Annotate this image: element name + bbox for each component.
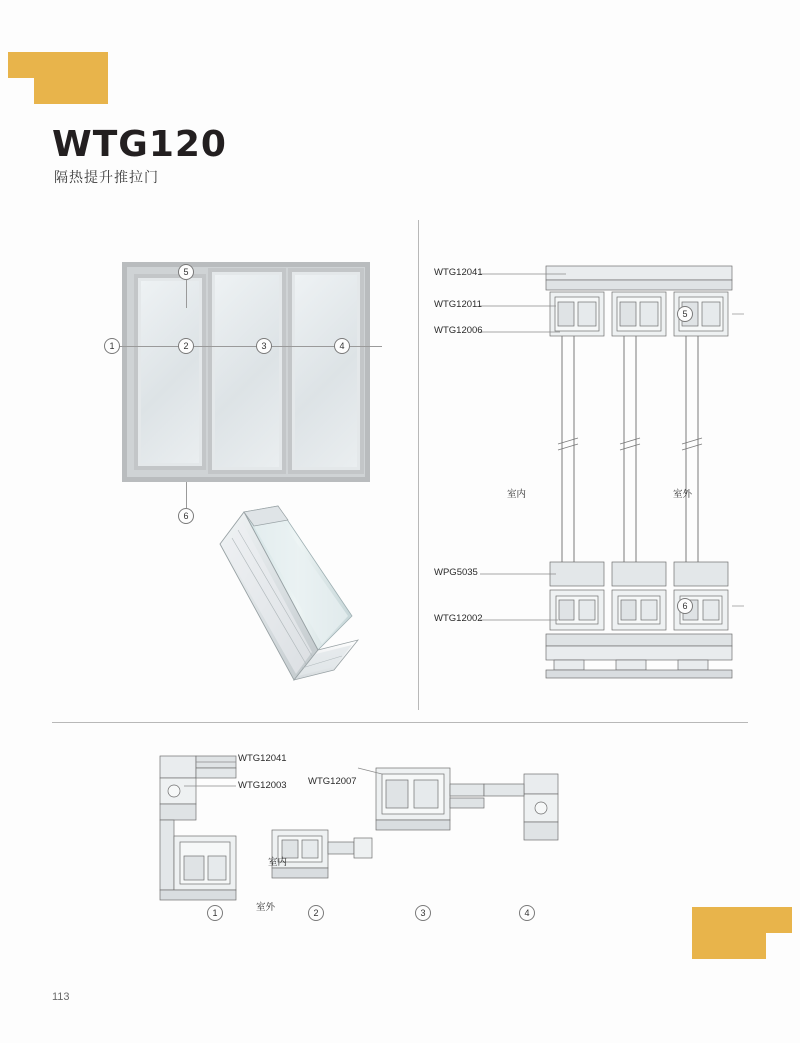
vsec-callout-6: 6 bbox=[677, 598, 693, 614]
elevation-sash-middle bbox=[208, 268, 286, 474]
hsec-outdoor-label: 室外 bbox=[256, 902, 276, 913]
page-title: WTG120 bbox=[52, 124, 227, 165]
hsec-callout-3: 3 bbox=[415, 905, 431, 921]
hsec-label-WTG12007: WTG12007 bbox=[308, 776, 357, 787]
vsec-label-WTG12006: WTG12006 bbox=[434, 325, 483, 336]
elevation-glass-left bbox=[141, 281, 199, 463]
elevation-sash-right bbox=[288, 268, 364, 474]
elevation-leader-vertical-bottom bbox=[186, 482, 187, 508]
elevation-callout-6: 6 bbox=[178, 508, 194, 524]
vertical-section-drawing bbox=[434, 244, 748, 714]
elevation-glass-middle bbox=[215, 275, 279, 467]
page-subtitle: 隔热提升推拉门 bbox=[54, 170, 159, 186]
elevation-leader-vertical-top bbox=[186, 280, 187, 308]
hsec-indoor-label: 室内 bbox=[268, 857, 288, 868]
horizontal-divider bbox=[52, 722, 748, 723]
vsec-outdoor-label: 室外 bbox=[673, 489, 693, 500]
elevation-glass-right bbox=[295, 275, 357, 467]
page-number: 113 bbox=[52, 991, 70, 1003]
elevation-callout-1: 1 bbox=[104, 338, 120, 354]
vsec-indoor-label: 室内 bbox=[507, 489, 527, 500]
hsec-callout-4: 4 bbox=[519, 905, 535, 921]
hsec-label-WTG12003: WTG12003 bbox=[238, 780, 287, 791]
vsec-label-WTG12002: WTG12002 bbox=[434, 613, 483, 624]
corner-accent-top-left-notch bbox=[8, 78, 34, 104]
vertical-divider bbox=[418, 220, 419, 710]
vsec-label-WPG5035: WPG5035 bbox=[434, 567, 478, 578]
elevation-callout-2: 2 bbox=[178, 338, 194, 354]
vsec-label-WTG12041: WTG12041 bbox=[434, 267, 483, 278]
elevation-callout-3: 3 bbox=[256, 338, 272, 354]
elevation-callout-4: 4 bbox=[334, 338, 350, 354]
hsec-callout-1: 1 bbox=[207, 905, 223, 921]
page-content bbox=[52, 84, 748, 983]
vsec-callout-5: 5 bbox=[677, 306, 693, 322]
corner-3d-render bbox=[202, 504, 382, 694]
elevation-callout-5: 5 bbox=[178, 264, 194, 280]
corner-accent-bottom-right-notch bbox=[766, 933, 792, 959]
hsec-callout-2: 2 bbox=[308, 905, 324, 921]
vsec-label-WTG12011: WTG12011 bbox=[434, 299, 482, 310]
hsec-label-WTG12041: WTG12041 bbox=[238, 753, 287, 764]
elevation-sash-left bbox=[134, 274, 206, 470]
window-elevation-drawing bbox=[122, 262, 370, 482]
